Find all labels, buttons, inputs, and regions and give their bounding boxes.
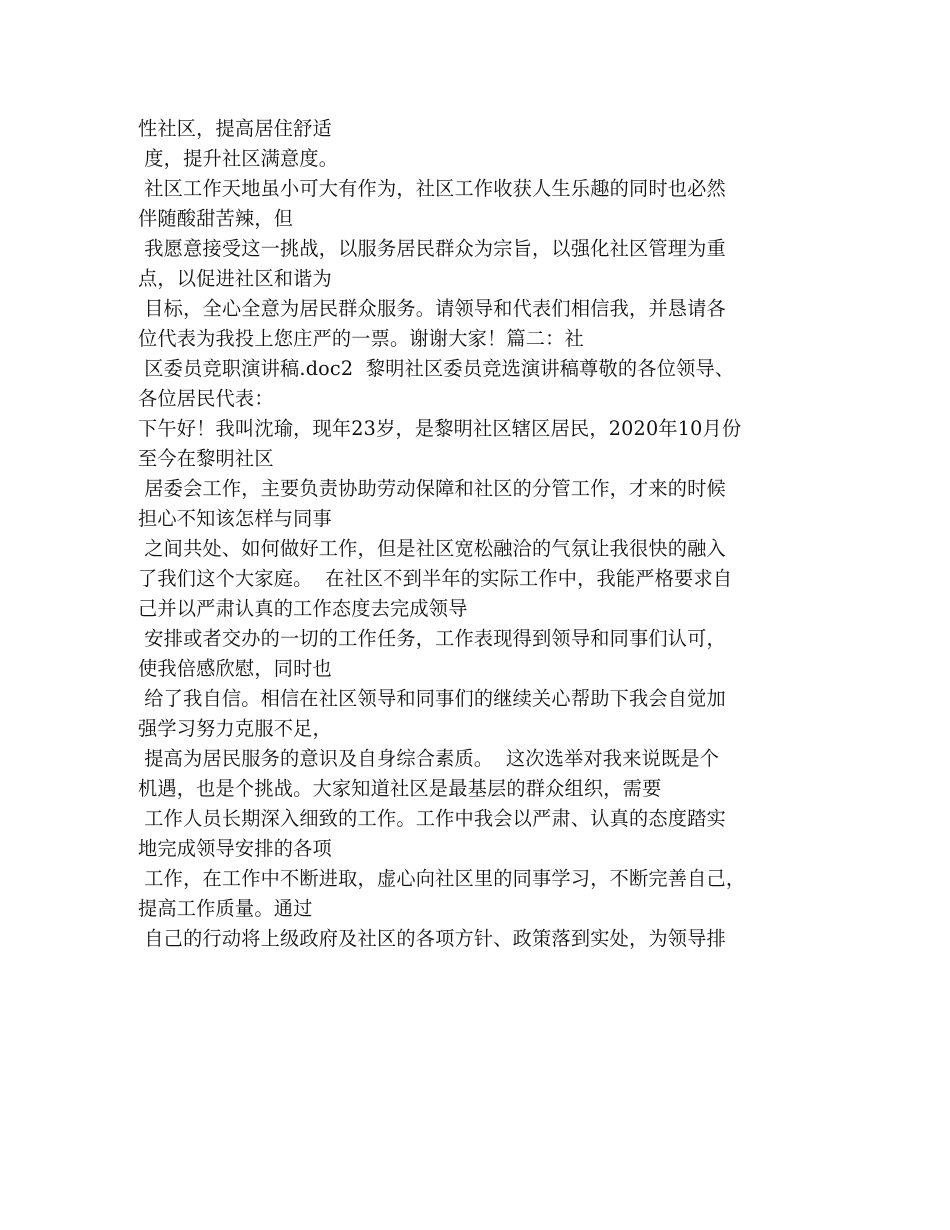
text-line: 各位居民代表：: [138, 387, 274, 410]
text-line: 区委员竞职演讲稿.doc2 黎明社区委员竞选演讲稿尊敬的各位领导、: [138, 357, 735, 380]
text-line: 机遇，也是个挑战。大家知道社区是最基层的群众组织，需要: [138, 777, 662, 800]
text-line: 居委会工作，主要负责协助劳动保障和社区的分管工作，才来的时候: [138, 477, 726, 500]
text-line: 提高为居民服务的意识及自身综合素质。 这次选举对我来说既是个: [138, 747, 720, 770]
text-line: 担心不知该怎样与同事: [138, 507, 332, 530]
text-line: 目标，全心全意为居民群众服务。请领导和代表们相信我，并恳请各: [138, 297, 726, 320]
text-line: 至今在黎明社区: [138, 447, 274, 470]
text-line: 工作人员长期深入细致的工作。工作中我会以严肃、认真的态度踏实: [138, 807, 726, 830]
text-line: 点，以促进社区和谐为: [138, 267, 332, 290]
text-line: 给了我自信。相信在社区领导和同事们的继续关心帮助下我会自觉加: [138, 687, 726, 710]
text-line: 工作，在工作中不断进取，虚心向社区里的同事学习，不断完善自己，: [138, 867, 746, 890]
text-line: 社区工作天地虽小可大有作为，社区工作收获人生乐趣的同时也必然: [138, 177, 726, 200]
document-body: [138, 114, 828, 954]
text-line: 度，提升社区满意度。: [138, 147, 339, 170]
text-line: 自己的行动将上级政府及社区的各项方针、政策落到实处，为领导排: [138, 927, 726, 950]
text-line: 我愿意接受这一挑战，以服务居民群众为宗旨，以强化社区管理为重: [138, 237, 726, 260]
text-line: 提高工作质量。通过: [138, 897, 313, 920]
text-line: 伴随酸甜苦辣，但: [138, 207, 294, 230]
text-line: 之间共处、如何做好工作，但是社区宽松融洽的气氛让我很快的融入: [138, 537, 726, 560]
text-line: 地完成领导安排的各项: [138, 837, 332, 860]
text-line: 己并以严肃认真的工作态度去完成领导: [138, 597, 468, 620]
text-line: 安排或者交办的一切的工作任务，工作表现得到领导和同事们认可，: [138, 627, 726, 650]
text-line: 了我们这个大家庭。 在社区不到半年的实际工作中，我能严格要求自: [138, 567, 733, 590]
text-line: 使我倍感欣慰，同时也: [138, 657, 332, 680]
text-line: 强学习努力克服不足，: [138, 717, 332, 740]
text-line: 位代表为我投上您庄严的一票。谢谢大家！篇二：社: [138, 327, 584, 350]
text-line: 性社区，提高居住舒适: [138, 117, 332, 140]
text-line: 下午好！我叫沈瑜，现年23岁，是黎明社区辖区居民，2020年10月份: [138, 417, 742, 440]
